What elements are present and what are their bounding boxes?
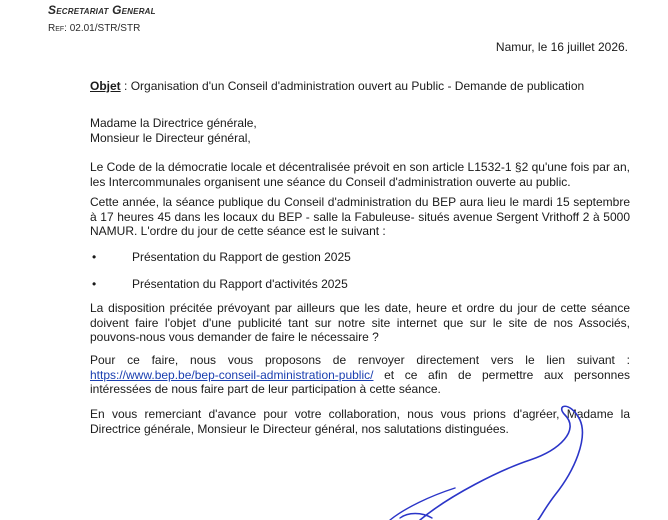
agenda-item-text: Présentation du Rapport de gestion 2025 (132, 250, 351, 264)
organization-name: Secretariat General (48, 3, 156, 17)
link-intro-text: Pour ce faire, nous vous proposons de renvoyer directement vers le lien suivant : (90, 353, 630, 367)
bullet-icon: • (92, 277, 97, 291)
publication-link[interactable]: https://www.bep.be/bep-conseil-administration-public/ (90, 367, 374, 382)
paragraph-publication-request: La disposition précitée prévoyant par ailleurs que les date, heure et ordre du jour de cette séance doivent faire l'objet d'une publicité tant sur notre site internet que sur le site de nos Associés, pouvons-nous vous demander de faire le nécessaire ? (90, 301, 630, 344)
signature-stroke (390, 488, 455, 520)
subject-label: Objet (90, 79, 121, 93)
bullet-icon: • (92, 250, 97, 264)
paragraph-meeting-details: Cette année, la séance publique du Conseil d'administration du BEP aura lieu le mardi 15 septembre à 17 heures 45 dans les locaux du BEP - salle la Fabuleuse- situés avenue Sergent Vrithoff 2 à 5000 NAMUR. L'ordre du jour de cette séance est le suivant : (90, 195, 630, 238)
salutation-line-2: Monsieur le Directeur général, (90, 130, 251, 145)
signature-stroke (400, 514, 432, 519)
reference-number: Ref: 02.01/STR/STR (48, 23, 141, 34)
salutation-line-1: Madame la Directrice générale, (90, 116, 257, 130)
link-outro-text: et ce afin de permettre aux personnes intéressées de nous faire part de leur participation à cette séance. (90, 367, 630, 396)
date-line: Namur, le 16 juillet 2026. (495, 40, 628, 54)
subject-text: Organisation d'un Conseil d'administration ouvert au Public - Demande de publication (130, 79, 585, 93)
salutation (90, 116, 630, 145)
subject-line (90, 79, 584, 93)
paragraph-link (90, 353, 630, 397)
agenda-item-text: Présentation du Rapport d'activités 2025 (132, 277, 348, 291)
paragraph-legal-basis: Le Code de la démocratie locale et décentralisée prévoit en son article L1532-1 §2 qu'une fois par an, les Intercommunales organisent une séance du Conseil d'administration ouverte au public. (90, 160, 630, 189)
subject-separator: : (120, 79, 131, 93)
closing-paragraph: En vous remerciant d'avance pour votre collaboration, nous vous prions d'agréer, Madame la Directrice générale, Monsieur le Directeur général, nos salutations distinguées. (90, 407, 630, 436)
